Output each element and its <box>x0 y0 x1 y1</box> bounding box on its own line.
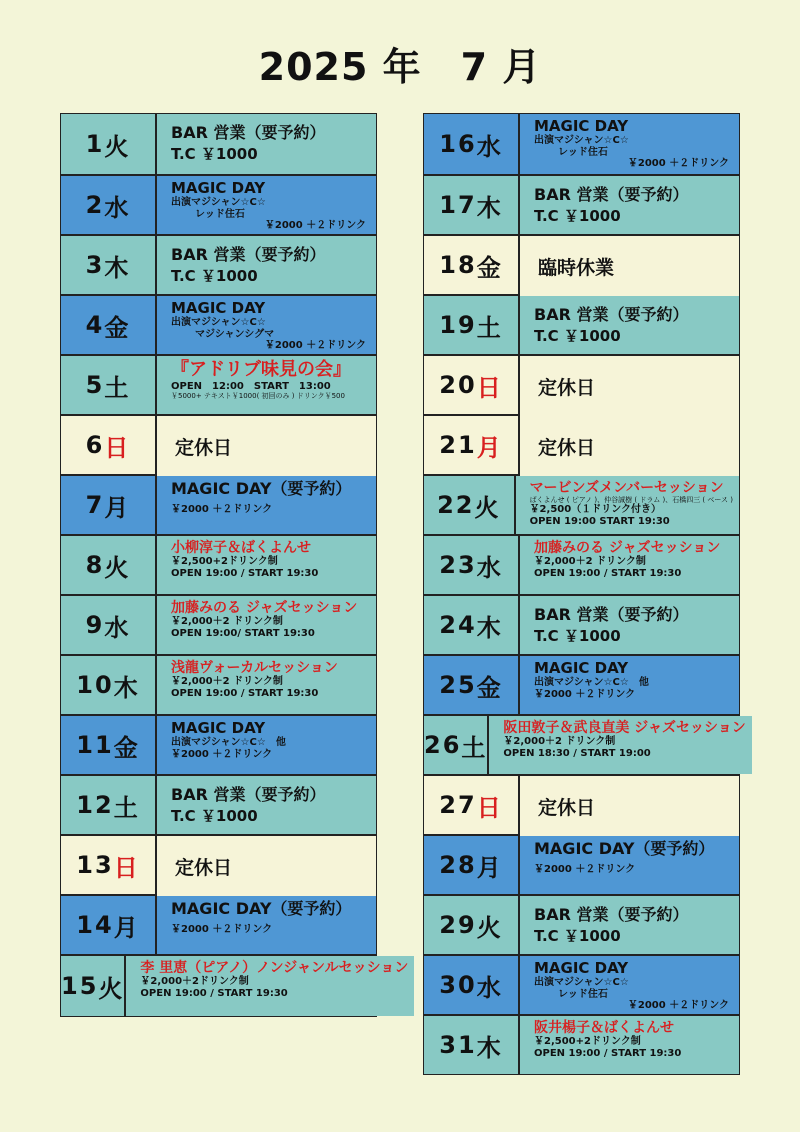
schedule-row <box>61 894 376 954</box>
date-number: 13 <box>76 851 114 879</box>
event-title: マービンズメンバーセッション <box>529 480 724 496</box>
event-detail: ￥2,500+2ドリンク制 <box>171 556 278 568</box>
date-number: 20 <box>439 371 477 399</box>
schedule-row <box>61 834 376 894</box>
event-detail: OPEN 19:00 / START 19:30 <box>534 1047 682 1059</box>
weekday-label: 水 <box>476 132 503 161</box>
event-title: 『アドリブ味見の会』 <box>171 359 351 380</box>
date-number: 24 <box>439 611 477 639</box>
date-cell <box>61 536 157 594</box>
event-title: BAR 営業（要予約） <box>534 605 689 624</box>
date-cell <box>424 656 520 714</box>
date-number: 22 <box>437 491 475 519</box>
date-cell <box>424 176 520 234</box>
date-number: 11 <box>76 731 114 759</box>
event-title: 定休日 <box>538 377 596 400</box>
weekday-label: 木 <box>113 673 140 702</box>
schedule-row <box>424 174 739 234</box>
event-detail: OPEN 19:00 / START 19:30 <box>534 567 682 579</box>
event-detail: T.C ￥1000 <box>534 927 621 946</box>
event-detail: OPEN 19:00 / START 19:30 <box>171 687 319 699</box>
event-detail: ￥2,500（１ドリンク付き） <box>529 504 661 516</box>
event-title: MAGIC DAY <box>534 117 629 135</box>
date-cell <box>61 656 157 714</box>
event-detail: ￥2000 ＋２ドリンク <box>171 504 273 516</box>
schedule-row <box>424 834 739 894</box>
event-cell <box>520 356 739 420</box>
event-cell <box>520 536 739 594</box>
event-title: BAR 営業（要予約） <box>171 785 326 804</box>
date-number: 30 <box>439 971 477 999</box>
event-cell <box>520 596 739 654</box>
event-detail: ￥5000+ テキスト￥1000( 初回のみ ) ドリンク￥500 <box>171 392 345 401</box>
weekday-label: 水 <box>476 973 503 1002</box>
event-title: 臨時休業 <box>538 257 615 280</box>
schedule-row <box>61 654 376 714</box>
weekday-label: 水 <box>104 613 131 642</box>
event-cell <box>520 416 739 480</box>
weekday-label: 火 <box>104 553 131 582</box>
event-detail: OPEN 19:00/ START 19:30 <box>171 627 315 639</box>
date-cell <box>424 416 520 474</box>
schedule-row <box>424 414 739 474</box>
schedule-row <box>61 594 376 654</box>
weekday-label: 土 <box>476 313 503 342</box>
event-detail: 出演マジシャン☆C☆ 他 <box>534 677 649 689</box>
event-cell <box>157 114 376 174</box>
event-detail: レッド住石 <box>558 146 608 158</box>
date-number: 6 <box>85 431 105 459</box>
event-detail: マジシャンシグマ <box>195 328 275 340</box>
event-title: 小柳淳子＆ばくよんせ <box>171 540 311 556</box>
schedule-column-right <box>423 113 746 1075</box>
weekday-label: 水 <box>476 553 503 582</box>
event-cell <box>157 416 376 480</box>
date-cell <box>424 1016 520 1074</box>
event-detail: OPEN 19:00 START 19:30 <box>529 515 670 527</box>
event-cell <box>520 896 739 954</box>
event-title: 定休日 <box>538 797 596 820</box>
date-cell <box>61 114 157 174</box>
weekday-label: 土 <box>104 373 131 402</box>
event-detail: レッド住石 <box>195 208 245 220</box>
date-number: 10 <box>76 671 114 699</box>
event-detail: ￥2000 ＋２ドリンク <box>534 688 636 700</box>
date-number: 3 <box>85 251 105 279</box>
event-cell <box>157 296 376 354</box>
event-detail: T.C ￥1000 <box>171 267 258 286</box>
weekday-label: 金 <box>104 313 131 342</box>
weekday-label: 金 <box>476 673 503 702</box>
date-cell <box>424 836 520 894</box>
date-number: 25 <box>439 671 477 699</box>
date-number: 12 <box>76 791 114 819</box>
date-cell <box>424 476 516 534</box>
event-detail: 出演マジシャン☆C☆ <box>534 977 629 989</box>
event-detail: ￥2,000＋2 ドリンク制 <box>534 556 646 568</box>
event-cell <box>520 836 739 894</box>
schedule-row <box>61 474 376 534</box>
event-title: BAR 営業（要予約） <box>534 185 689 204</box>
event-cell <box>520 236 739 300</box>
event-cell <box>157 596 376 654</box>
event-title: 定休日 <box>175 857 233 880</box>
event-detail: 出演マジシャン☆C☆ 他 <box>171 737 286 749</box>
event-title: BAR 営業（要予約） <box>534 905 689 924</box>
event-title: 阪田敦子＆武良直美 ジャズセッション <box>503 720 746 736</box>
date-cell <box>424 776 520 834</box>
event-detail: T.C ￥1000 <box>534 627 621 646</box>
date-cell <box>61 476 157 534</box>
weekday-label: 火 <box>476 913 503 942</box>
event-cell <box>489 716 751 774</box>
event-title: MAGIC DAY <box>171 299 266 317</box>
schedule-row <box>424 534 739 594</box>
schedule-row <box>424 114 739 174</box>
date-number: 31 <box>439 1031 477 1059</box>
date-cell <box>61 236 157 294</box>
date-cell <box>61 896 157 954</box>
date-number: 8 <box>85 551 105 579</box>
date-number: 27 <box>439 791 477 819</box>
event-cell <box>157 716 376 774</box>
schedule-row <box>61 954 409 1016</box>
date-number: 5 <box>85 371 105 399</box>
event-title: MAGIC DAY（要予約） <box>171 479 352 498</box>
weekday-label: 木 <box>476 193 503 222</box>
event-title: MAGIC DAY <box>171 179 266 197</box>
date-number: 18 <box>439 251 477 279</box>
schedule-row <box>61 174 376 234</box>
schedule-row <box>424 654 739 714</box>
weekday-label: 日 <box>113 853 140 882</box>
event-detail: ￥2000 ＋２ドリンク <box>534 864 636 876</box>
event-cell <box>126 956 414 1016</box>
date-number: 7 <box>85 491 105 519</box>
event-title: 加藤みのる ジャズセッション <box>534 540 721 556</box>
event-title: 浅龍ヴォーカルセッション <box>171 660 338 676</box>
event-cell <box>157 476 376 534</box>
event-detail: OPEN 19:00 / START 19:30 <box>140 987 288 999</box>
event-detail: ￥2,000＋2 ドリンク制 <box>503 736 616 748</box>
event-detail: ばくよんせ ( ピアノ )、仲谷誠樹 ( ドラム )、石橋四三 ( ベース ) <box>529 496 733 505</box>
event-title: 阪井楊子＆ばくよんせ <box>534 1020 674 1036</box>
event-title: BAR 営業（要予約） <box>171 123 326 142</box>
event-detail: T.C ￥1000 <box>534 207 621 226</box>
event-title: BAR 営業（要予約） <box>534 305 689 324</box>
event-cell <box>520 956 739 1014</box>
event-cell <box>516 476 739 534</box>
date-cell <box>61 956 126 1016</box>
schedule-row <box>61 114 376 174</box>
date-cell <box>61 176 157 234</box>
event-detail: T.C ￥1000 <box>171 807 258 826</box>
date-number: 14 <box>76 911 114 939</box>
date-number: 19 <box>439 311 477 339</box>
date-cell <box>61 596 157 654</box>
date-cell <box>424 236 520 294</box>
weekday-label: 金 <box>476 253 503 282</box>
event-title: 加藤みのる ジャズセッション <box>171 600 358 616</box>
date-number: 4 <box>85 311 105 339</box>
event-detail: OPEN 18:30 / START 19:00 <box>503 747 651 759</box>
event-detail: OPEN 12:00 START 13:00 <box>171 380 331 392</box>
event-detail: ￥2000 ＋２ドリンク <box>627 1000 729 1012</box>
schedule-row <box>424 354 739 414</box>
weekday-label: 日 <box>476 793 503 822</box>
date-cell <box>61 776 157 834</box>
date-number: 23 <box>439 551 477 579</box>
event-cell <box>520 656 739 714</box>
event-cell <box>157 836 376 900</box>
event-cell <box>157 356 376 414</box>
weekday-label: 木 <box>104 253 131 282</box>
event-detail: ￥2000 ＋２ドリンク <box>264 220 366 232</box>
event-title: 定休日 <box>175 437 233 460</box>
weekday-label: 月 <box>113 913 140 942</box>
weekday-label: 火 <box>104 132 131 161</box>
event-title: MAGIC DAY（要予約） <box>171 899 352 918</box>
event-detail: 出演マジシャン☆C☆ <box>534 135 629 147</box>
event-detail: 出演マジシャン☆C☆ <box>171 197 266 209</box>
date-cell <box>424 114 520 174</box>
event-cell <box>520 1016 739 1074</box>
event-cell <box>157 656 376 714</box>
event-title: MAGIC DAY（要予約） <box>534 839 715 858</box>
schedule-row <box>424 474 739 534</box>
event-cell <box>157 776 376 834</box>
date-number: 9 <box>85 611 105 639</box>
schedule-row <box>424 714 746 774</box>
event-title: 定休日 <box>538 437 596 460</box>
weekday-label: 月 <box>104 493 131 522</box>
date-cell <box>61 296 157 354</box>
event-cell <box>520 176 739 234</box>
event-detail: ￥2,000＋2ドリンク制 <box>140 976 249 988</box>
event-title: MAGIC DAY <box>171 719 266 737</box>
date-number: 26 <box>424 731 462 759</box>
date-cell <box>424 716 489 774</box>
date-number: 16 <box>439 130 477 158</box>
event-detail: レッド住石 <box>558 988 608 1000</box>
date-cell <box>424 356 520 414</box>
event-detail: ￥2,000＋2 ドリンク制 <box>171 676 283 688</box>
schedule-row <box>424 954 739 1014</box>
event-cell <box>157 896 376 954</box>
schedule-row <box>424 1014 739 1074</box>
event-detail: ￥2000 ＋２ドリンク <box>171 748 273 760</box>
event-cell <box>157 176 376 234</box>
date-cell <box>61 416 157 474</box>
event-cell <box>520 296 739 354</box>
weekday-label: 木 <box>476 613 503 642</box>
date-cell <box>424 296 520 354</box>
date-number: 17 <box>439 191 477 219</box>
event-cell <box>157 236 376 294</box>
schedule-row <box>424 594 739 654</box>
weekday-label: 土 <box>461 733 488 762</box>
weekday-label: 水 <box>104 193 131 222</box>
event-title: MAGIC DAY <box>534 659 629 677</box>
schedule-row <box>61 294 376 354</box>
event-detail: ￥2000 ＋２ドリンク <box>171 924 273 936</box>
weekday-label: 金 <box>113 733 140 762</box>
event-title: BAR 営業（要予約） <box>171 245 326 264</box>
date-cell <box>61 836 157 894</box>
schedule-row <box>424 774 739 834</box>
event-cell <box>520 776 739 840</box>
event-cell <box>157 536 376 594</box>
weekday-label: 日 <box>476 373 503 402</box>
event-detail: T.C ￥1000 <box>171 145 258 164</box>
date-number: 21 <box>439 431 477 459</box>
weekday-label: 月 <box>476 853 503 882</box>
date-cell <box>424 896 520 954</box>
date-cell <box>424 956 520 1014</box>
schedule-row <box>424 294 739 354</box>
weekday-label: 月 <box>476 433 503 462</box>
event-detail: ￥2,000＋2 ドリンク制 <box>171 616 283 628</box>
event-title: 李 里恵（ピアノ）ノンジャンルセッション <box>140 960 409 976</box>
weekday-label: 木 <box>476 1033 503 1062</box>
page-title: 2025 年 7 月 <box>258 45 542 89</box>
schedule-row <box>61 354 376 414</box>
date-number: 1 <box>85 130 105 158</box>
weekday-label: 土 <box>113 793 140 822</box>
schedule-row <box>61 714 376 774</box>
date-number: 29 <box>439 911 477 939</box>
schedule-row <box>61 414 376 474</box>
schedule-row <box>61 774 376 834</box>
weekday-label: 日 <box>104 433 131 462</box>
event-detail: ￥2000 ＋２ドリンク <box>627 158 729 170</box>
date-cell <box>61 356 157 414</box>
schedule-column-left <box>60 113 409 1017</box>
event-detail: OPEN 19:00 / START 19:30 <box>171 567 319 579</box>
date-number: 15 <box>61 972 99 1000</box>
event-detail: ￥2000 ＋２ドリンク <box>264 340 366 352</box>
weekday-label: 火 <box>474 493 501 522</box>
schedule-row <box>424 234 739 294</box>
event-detail: T.C ￥1000 <box>534 327 621 346</box>
event-detail: ￥2,500+2ドリンク制 <box>534 1036 641 1048</box>
event-title: MAGIC DAY <box>534 959 629 977</box>
date-cell <box>424 536 520 594</box>
event-detail: 出演マジシャン☆C☆ <box>171 317 266 329</box>
date-number: 2 <box>85 191 105 219</box>
schedule-row <box>424 894 739 954</box>
date-cell <box>61 716 157 774</box>
date-number: 28 <box>439 851 477 879</box>
weekday-label: 火 <box>98 974 125 1003</box>
date-cell <box>424 596 520 654</box>
schedule-row <box>61 234 376 294</box>
schedule-row <box>61 534 376 594</box>
event-cell <box>520 114 739 174</box>
